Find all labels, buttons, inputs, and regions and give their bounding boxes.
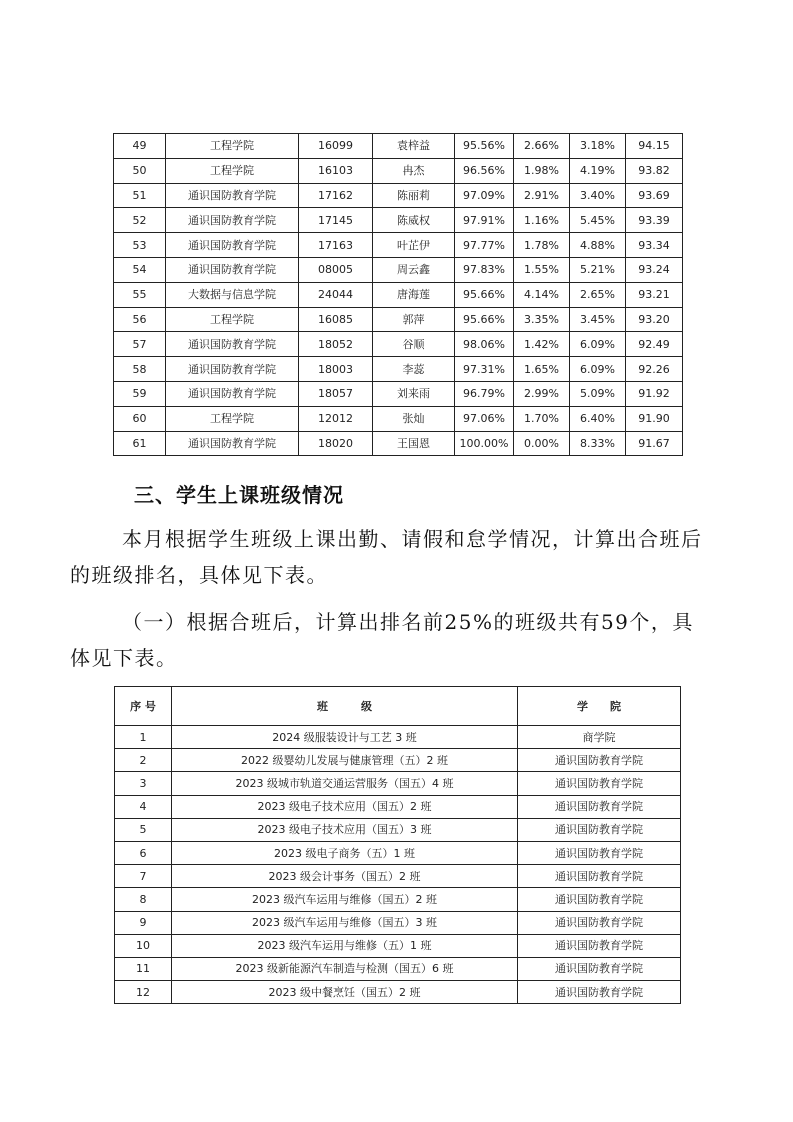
cell-student-id: 08005 — [299, 257, 373, 282]
cell-rank: 55 — [114, 282, 166, 307]
cell-name: 陈丽莉 — [373, 183, 455, 208]
cell-college: 通识国防教育学院 — [518, 865, 681, 888]
cell-attendance-rate: 98.06% — [455, 332, 514, 357]
cell-college: 大数据与信息学院 — [166, 282, 299, 307]
cell-attendance-rate: 97.31% — [455, 357, 514, 382]
cell-name: 袁梓益 — [373, 134, 455, 159]
cell-rank: 59 — [114, 381, 166, 406]
cell-score: 92.26 — [626, 357, 683, 382]
header-index: 序 号 — [115, 687, 172, 726]
table-row — [114, 208, 683, 233]
table-row — [115, 981, 681, 1004]
cell-class: 2023 级汽车运用与维修（国五）3 班 — [172, 911, 518, 934]
cell-student-id: 16103 — [299, 158, 373, 183]
cell-college: 商学院 — [518, 726, 681, 749]
cell-class: 2023 级会计事务（国五）2 班 — [172, 865, 518, 888]
cell-score: 91.92 — [626, 381, 683, 406]
cell-student-id: 24044 — [299, 282, 373, 307]
cell-leave-rate: 2.66% — [514, 134, 570, 159]
table-row — [115, 795, 681, 818]
cell-class: 2023 级汽车运用与维修（五）1 班 — [172, 934, 518, 957]
cell-truancy-rate: 6.40% — [570, 406, 626, 431]
cell-class: 2023 级中餐烹饪（国五）2 班 — [172, 981, 518, 1004]
cell-name: 谷顺 — [373, 332, 455, 357]
cell-truancy-rate: 5.45% — [570, 208, 626, 233]
cell-score: 93.21 — [626, 282, 683, 307]
cell-truancy-rate: 6.09% — [570, 357, 626, 382]
cell-index: 5 — [115, 818, 172, 841]
table-row — [115, 726, 681, 749]
cell-college: 通识国防教育学院 — [518, 911, 681, 934]
cell-score: 93.24 — [626, 257, 683, 282]
cell-student-id: 16099 — [299, 134, 373, 159]
cell-attendance-rate: 100.00% — [455, 431, 514, 456]
cell-leave-rate: 2.99% — [514, 381, 570, 406]
cell-attendance-rate: 97.09% — [455, 183, 514, 208]
cell-college: 工程学院 — [166, 307, 299, 332]
cell-index: 3 — [115, 772, 172, 795]
cell-name: 叶芷伊 — [373, 233, 455, 258]
cell-student-id: 18020 — [299, 431, 373, 456]
table-row — [115, 888, 681, 911]
cell-index: 12 — [115, 981, 172, 1004]
cell-score: 93.34 — [626, 233, 683, 258]
cell-college: 通识国防教育学院 — [166, 332, 299, 357]
header-college: 学 院 — [518, 687, 681, 726]
cell-class: 2024 级服装设计与工艺 3 班 — [172, 726, 518, 749]
cell-attendance-rate: 95.66% — [455, 307, 514, 332]
cell-college: 通识国防教育学院 — [166, 257, 299, 282]
table-row — [114, 183, 683, 208]
cell-college: 通识国防教育学院 — [518, 772, 681, 795]
class-rank-table — [114, 686, 681, 1004]
cell-student-id: 12012 — [299, 406, 373, 431]
cell-score: 93.82 — [626, 158, 683, 183]
cell-rank: 56 — [114, 307, 166, 332]
cell-student-id: 16085 — [299, 307, 373, 332]
cell-college: 通识国防教育学院 — [518, 934, 681, 957]
cell-score: 91.67 — [626, 431, 683, 456]
table-row — [114, 431, 683, 456]
cell-college: 通识国防教育学院 — [166, 208, 299, 233]
cell-leave-rate: 1.65% — [514, 357, 570, 382]
cell-leave-rate: 2.91% — [514, 183, 570, 208]
cell-class: 2023 级汽车运用与维修（国五）2 班 — [172, 888, 518, 911]
cell-index: 10 — [115, 934, 172, 957]
table-row — [114, 257, 683, 282]
cell-name: 王国恩 — [373, 431, 455, 456]
cell-attendance-rate: 95.56% — [455, 134, 514, 159]
top25-paragraph: （一）根据合班后，计算出排名前25%的班级共有59个，具体见下表。 — [70, 610, 694, 670]
table-row — [114, 406, 683, 431]
cell-truancy-rate: 3.40% — [570, 183, 626, 208]
cell-leave-rate: 1.70% — [514, 406, 570, 431]
cell-attendance-rate: 96.79% — [455, 381, 514, 406]
cell-college: 工程学院 — [166, 406, 299, 431]
cell-leave-rate: 1.16% — [514, 208, 570, 233]
cell-college: 通识国防教育学院 — [518, 888, 681, 911]
cell-rank: 61 — [114, 431, 166, 456]
cell-rank: 54 — [114, 257, 166, 282]
table-row — [115, 749, 681, 772]
table-row — [114, 307, 683, 332]
cell-score: 93.69 — [626, 183, 683, 208]
cell-class: 2022 级婴幼儿发展与健康管理（五）2 班 — [172, 749, 518, 772]
cell-score: 93.39 — [626, 208, 683, 233]
table-row — [114, 158, 683, 183]
cell-truancy-rate: 4.19% — [570, 158, 626, 183]
cell-index: 6 — [115, 841, 172, 864]
cell-name: 陈威权 — [373, 208, 455, 233]
cell-class: 2023 级电子商务（五）1 班 — [172, 841, 518, 864]
cell-college: 通识国防教育学院 — [518, 749, 681, 772]
table-row — [114, 282, 683, 307]
cell-truancy-rate: 5.21% — [570, 257, 626, 282]
table-row — [115, 934, 681, 957]
cell-leave-rate: 1.55% — [514, 257, 570, 282]
table-row — [115, 818, 681, 841]
cell-attendance-rate: 97.06% — [455, 406, 514, 431]
table-row — [115, 772, 681, 795]
table-row — [115, 911, 681, 934]
cell-index: 11 — [115, 957, 172, 980]
cell-leave-rate: 1.42% — [514, 332, 570, 357]
cell-rank: 52 — [114, 208, 166, 233]
cell-rank: 49 — [114, 134, 166, 159]
cell-name: 李蕊 — [373, 357, 455, 382]
cell-attendance-rate: 96.56% — [455, 158, 514, 183]
table-row — [114, 233, 683, 258]
cell-name: 郭萍 — [373, 307, 455, 332]
cell-name: 唐海莲 — [373, 282, 455, 307]
intro-paragraph: 本月根据学生班级上课出勤、请假和怠学情况，计算出合班后的班级排名，具体见下表。 — [70, 527, 703, 587]
table-row — [114, 332, 683, 357]
cell-student-id: 17163 — [299, 233, 373, 258]
cell-truancy-rate: 4.88% — [570, 233, 626, 258]
cell-name: 刘来雨 — [373, 381, 455, 406]
table-header-row — [115, 687, 681, 726]
cell-college: 通识国防教育学院 — [518, 841, 681, 864]
cell-truancy-rate: 5.09% — [570, 381, 626, 406]
cell-name: 周云鑫 — [373, 257, 455, 282]
cell-leave-rate: 1.98% — [514, 158, 570, 183]
cell-college: 通识国防教育学院 — [518, 957, 681, 980]
student-rank-table — [113, 133, 683, 456]
cell-rank: 58 — [114, 357, 166, 382]
table-row — [115, 865, 681, 888]
cell-index: 7 — [115, 865, 172, 888]
table-row — [115, 841, 681, 864]
cell-student-id: 17162 — [299, 183, 373, 208]
cell-truancy-rate: 8.33% — [570, 431, 626, 456]
cell-leave-rate: 4.14% — [514, 282, 570, 307]
cell-class: 2023 级新能源汽车制造与检测（国五）6 班 — [172, 957, 518, 980]
cell-attendance-rate: 97.77% — [455, 233, 514, 258]
cell-attendance-rate: 97.91% — [455, 208, 514, 233]
cell-student-id: 18052 — [299, 332, 373, 357]
cell-truancy-rate: 3.18% — [570, 134, 626, 159]
cell-college: 通识国防教育学院 — [518, 981, 681, 1004]
cell-college: 通识国防教育学院 — [166, 233, 299, 258]
cell-college: 通识国防教育学院 — [518, 818, 681, 841]
cell-attendance-rate: 97.83% — [455, 257, 514, 282]
table-row — [115, 957, 681, 980]
cell-college: 通识国防教育学院 — [166, 381, 299, 406]
cell-class: 2023 级电子技术应用（国五）3 班 — [172, 818, 518, 841]
cell-name: 冉杰 — [373, 158, 455, 183]
cell-truancy-rate: 3.45% — [570, 307, 626, 332]
cell-name: 张灿 — [373, 406, 455, 431]
cell-rank: 50 — [114, 158, 166, 183]
cell-index: 9 — [115, 911, 172, 934]
cell-index: 4 — [115, 795, 172, 818]
cell-index: 1 — [115, 726, 172, 749]
cell-college: 通识国防教育学院 — [166, 357, 299, 382]
cell-class: 2023 级电子技术应用（国五）2 班 — [172, 795, 518, 818]
cell-student-id: 18003 — [299, 357, 373, 382]
cell-index: 8 — [115, 888, 172, 911]
cell-score: 93.20 — [626, 307, 683, 332]
cell-leave-rate: 3.35% — [514, 307, 570, 332]
cell-class: 2023 级城市轨道交通运营服务（国五）4 班 — [172, 772, 518, 795]
cell-index: 2 — [115, 749, 172, 772]
cell-student-id: 18057 — [299, 381, 373, 406]
cell-student-id: 17145 — [299, 208, 373, 233]
cell-score: 91.90 — [626, 406, 683, 431]
table-row — [114, 357, 683, 382]
cell-leave-rate: 1.78% — [514, 233, 570, 258]
cell-attendance-rate: 95.66% — [455, 282, 514, 307]
cell-truancy-rate: 6.09% — [570, 332, 626, 357]
cell-college: 通识国防教育学院 — [166, 183, 299, 208]
cell-leave-rate: 0.00% — [514, 431, 570, 456]
cell-rank: 57 — [114, 332, 166, 357]
cell-score: 94.15 — [626, 134, 683, 159]
cell-score: 92.49 — [626, 332, 683, 357]
cell-rank: 60 — [114, 406, 166, 431]
cell-college: 工程学院 — [166, 134, 299, 159]
cell-truancy-rate: 2.65% — [570, 282, 626, 307]
table-row — [114, 381, 683, 406]
cell-college: 通识国防教育学院 — [518, 795, 681, 818]
section-heading: 三、学生上课班级情况 — [134, 483, 344, 507]
cell-college: 通识国防教育学院 — [166, 431, 299, 456]
cell-college: 工程学院 — [166, 158, 299, 183]
table-row — [114, 134, 683, 159]
cell-rank: 53 — [114, 233, 166, 258]
header-class: 班 级 — [172, 687, 518, 726]
cell-rank: 51 — [114, 183, 166, 208]
